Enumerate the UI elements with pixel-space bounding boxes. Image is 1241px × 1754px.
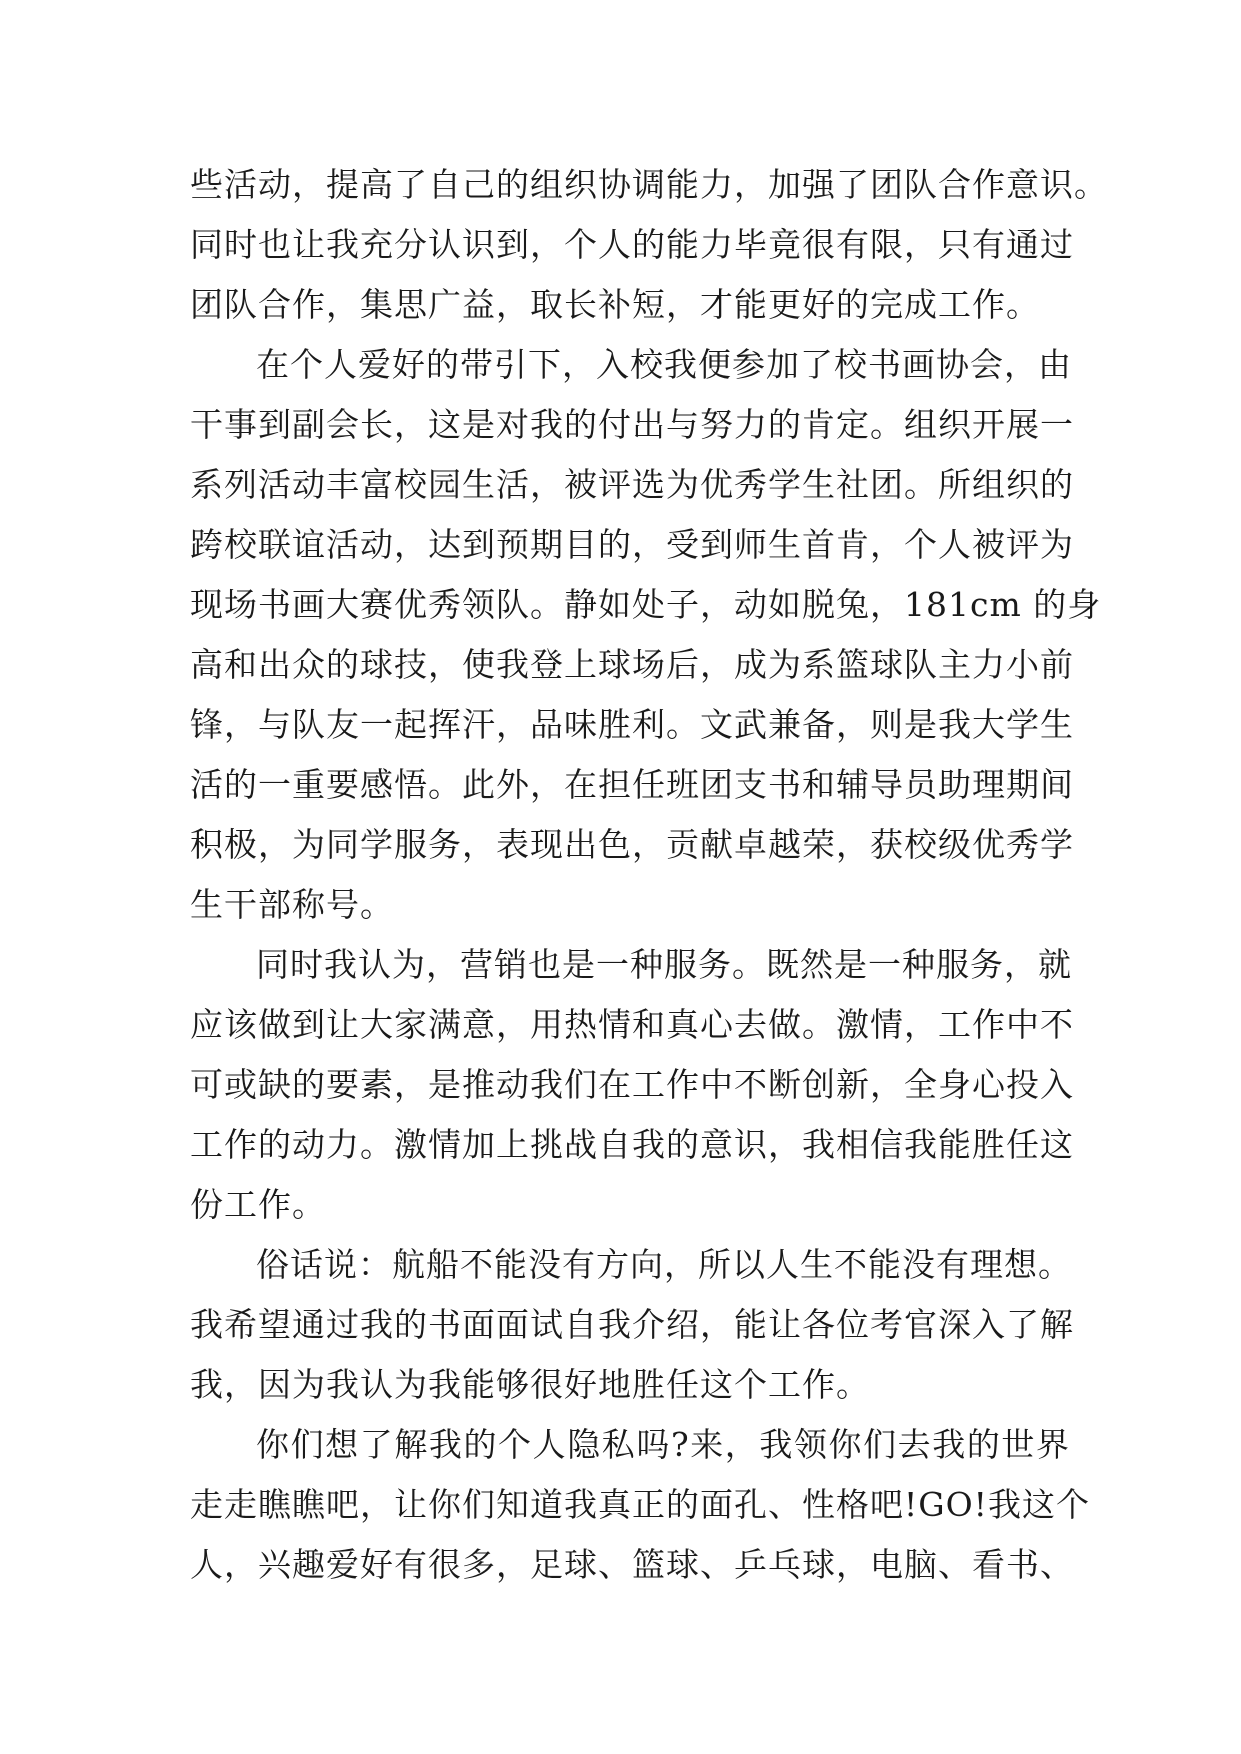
text-line: 锋，与队友一起挥汗，品味胜利。文武兼备，则是我大学生 (190, 705, 1074, 744)
text-line: 工作的动力。激情加上挑战自我的意识，我相信我能胜任这 (190, 1125, 1074, 1164)
text-line: 些活动，提高了自己的组织协调能力，加强了团队合作意识。 (190, 165, 1108, 204)
text-line: 我希望通过我的书面面试自我介绍，能让各位考官深入了解 (190, 1305, 1074, 1344)
text-line: 俗话说：航船不能没有方向，所以人生不能没有理想。 (256, 1245, 1072, 1284)
text-line: 系列活动丰富校园生活，被评选为优秀学生社团。所组织的 (190, 465, 1074, 504)
text-line: 干事到副会长，这是对我的付出与努力的肯定。组织开展一 (190, 405, 1074, 444)
text-line: 可或缺的要素，是推动我们在工作中不断创新，全身心投入 (190, 1065, 1074, 1104)
text-line: 人，兴趣爱好有很多，足球、篮球、乒乓球，电脑、看书、 (190, 1545, 1074, 1584)
text-line: 你们想了解我的个人隐私吗?来，我领你们去我的世界 (256, 1425, 1070, 1464)
paragraph (190, 1415, 1090, 1595)
paragraph (190, 935, 1074, 1235)
text-line: 团队合作，集思广益，取长补短，才能更好的完成工作。 (190, 285, 1040, 324)
text-line: 我，因为我认为我能够很好地胜任这个工作。 (190, 1365, 870, 1404)
text-line: 应该做到让大家满意，用热情和真心去做。激情，工作中不 (190, 1005, 1074, 1044)
paragraph (190, 335, 1102, 935)
text-line: 份工作。 (190, 1185, 326, 1224)
document-body (190, 155, 1108, 1595)
text-line: 积极，为同学服务，表现出色，贡献卓越荣，获校级优秀学 (190, 825, 1074, 864)
text-line: 走走瞧瞧吧，让你们知道我真正的面孔、性格吧!GO!我这个 (190, 1485, 1090, 1524)
text-line: 同时我认为，营销也是一种服务。既然是一种服务，就 (256, 945, 1072, 984)
text-line: 同时也让我充分认识到，个人的能力毕竟很有限，只有通过 (190, 225, 1074, 264)
text-line: 高和出众的球技，使我登上球场后，成为系篮球队主力小前 (190, 645, 1074, 684)
paragraph (190, 155, 1108, 335)
text-line: 活的一重要感悟。此外，在担任班团支书和辅导员助理期间 (190, 765, 1074, 804)
text-line: 在个人爱好的带引下，入校我便参加了校书画协会，由 (256, 345, 1072, 384)
text-line: 跨校联谊活动，达到预期目的，受到师生首肯，个人被评为 (190, 525, 1074, 564)
text-line: 生干部称号。 (190, 885, 394, 924)
text-line: 现场书画大赛优秀领队。静如处子，动如脱兔，181cm 的身 (190, 585, 1102, 624)
paragraph (190, 1235, 1074, 1415)
